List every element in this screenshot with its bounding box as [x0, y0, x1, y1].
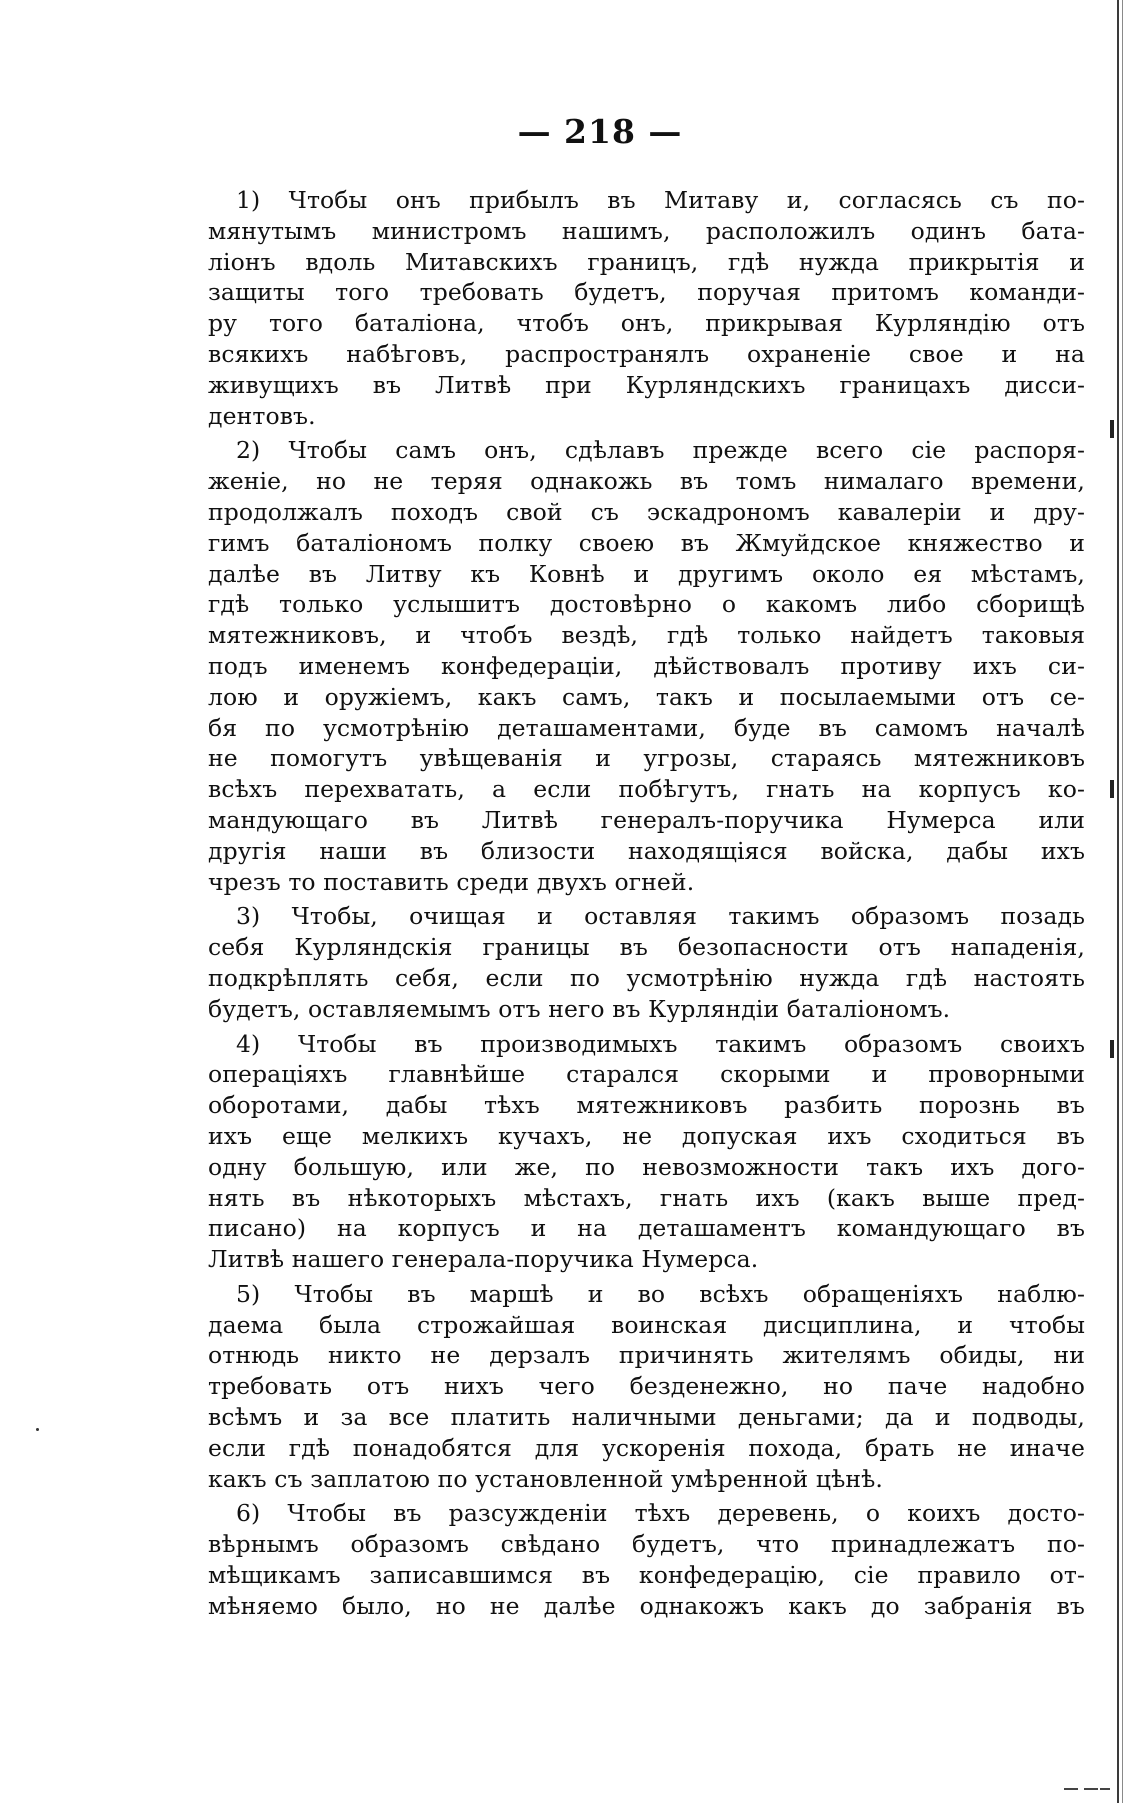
paragraph [208, 185, 1085, 431]
text-line: гимъ баталіономъ полку своею въ Жмуйдское княжество и [208, 528, 1085, 557]
text-line: себя Курляндскія границы въ безопасности отъ нападенія, [208, 933, 1085, 962]
edge-mark [1110, 780, 1114, 798]
text-line: другія наши въ близости находящіяся войска, дабы ихъ [208, 836, 1085, 865]
edge-mark [1110, 420, 1114, 438]
text-line: 1) Чтобы онъ прибылъ въ Митаву и, согласясь съ по- [236, 186, 1085, 214]
text-line: какъ съ заплатою по установленной умѣренной цѣнѣ. [208, 1464, 883, 1493]
text-line: дентовъ. [208, 401, 316, 430]
text-line: мянутымъ министромъ нашимъ, расположилъ одинъ бата- [208, 216, 1085, 245]
text-line: нять въ нѣкоторыхъ мѣстахъ, гнать ихъ (какъ выше пред- [208, 1183, 1085, 1212]
text-line: Литвѣ нашего генерала-поручика Нумерса. [208, 1245, 759, 1274]
bottom-dash [1100, 1788, 1110, 1790]
text-line: отнюдь никто не дерзалъ причинять жителямъ обиды, ни [208, 1341, 1085, 1370]
text-line: лою и оружіемъ, какъ самъ, такъ и посылаемыми отъ се- [208, 682, 1085, 711]
text-line: оборотами, дабы тѣхъ мятежниковъ разбить порознь въ [208, 1091, 1085, 1120]
text-line: если гдѣ понадобятся для ускоренія похода, брать не иначе [208, 1433, 1085, 1462]
paragraph [208, 435, 1085, 897]
text-line: всѣмъ и за все платить наличными деньгами; да и подводы, [208, 1403, 1085, 1432]
text-line: 4) Чтобы въ производимыхъ такимъ образомъ своихъ [236, 1029, 1085, 1058]
scan-speck [36, 1428, 39, 1431]
text-line: 3) Чтобы, очищая и оставляя такимъ образомъ позадь [236, 902, 1085, 931]
text-line: ру того баталіона, чтобъ онъ, прикрывая Курляндію отъ [208, 309, 1085, 338]
page-number: — 218 — [517, 112, 683, 151]
text-line: даема была строжайшая воинская дисциплина, и чтобы [208, 1310, 1085, 1339]
text-line: требовать отъ нихъ чего безденежно, но паче надобно [208, 1372, 1085, 1401]
text-line: операціяхъ главнѣйше старался скорыми и проворными [208, 1060, 1085, 1089]
paragraph [208, 1498, 1085, 1621]
text-line: одну большую, или же, по невозможности такъ ихъ дого- [208, 1152, 1085, 1181]
text-line: мѣщикамъ записавшимся въ конфедерацію, сіе правило от- [208, 1561, 1085, 1590]
page-edge-rule [1117, 0, 1119, 1803]
text-line: ихъ еще мелкихъ кучахъ, не допуская ихъ сходиться въ [208, 1121, 1085, 1150]
text-line: мятежниковъ, и чтобъ вездѣ, гдѣ только найдетъ таковыя [208, 621, 1085, 650]
text-line: вѣрнымъ образомъ свѣдано будетъ, что принадлежатъ по- [208, 1530, 1085, 1559]
text-line: продолжалъ походъ свой съ эскадрономъ кавалеріи и дру- [208, 497, 1085, 526]
text-line: бя по усмотрѣнію деташаментами, буде въ самомъ началѣ [208, 713, 1085, 742]
body-text [208, 185, 1085, 1624]
text-line: далѣе въ Литву къ Ковнѣ и другимъ около ея мѣстамъ, [208, 559, 1085, 588]
text-line: всѣхъ перехватать, а если побѣгутъ, гнать на корпусъ ко- [208, 775, 1085, 804]
text-line: 6) Чтобы въ разсужденіи тѣхъ деревень, о коихъ досто- [236, 1499, 1085, 1528]
text-line: гдѣ только услышитъ достовѣрно о какомъ либо сборищѣ [208, 590, 1085, 619]
text-line: 5) Чтобы въ маршѣ и во всѣхъ обращеніяхъ наблю- [236, 1279, 1085, 1308]
text-line: всякихъ набѣговъ, распространялъ охраненіе свое и на [208, 339, 1085, 368]
text-line: будетъ, оставляемымъ отъ него въ Курляндіи баталіономъ. [208, 994, 951, 1023]
text-line: мѣняемо было, но не далѣе однакожъ какъ до забранія въ [208, 1591, 1085, 1620]
text-line: писано) на корпусъ и на деташаментъ командующаго въ [208, 1214, 1085, 1243]
text-line: мандующаго въ Литвѣ генералъ-поручика Нумерса или [208, 805, 1085, 834]
text-line: 2) Чтобы самъ онъ, сдѣлавъ прежде всего сіе распоря- [236, 436, 1085, 465]
bottom-dash [1064, 1788, 1078, 1790]
text-line: защиты того требовать будетъ, поручая притомъ команди- [208, 278, 1085, 307]
text-line: подкрѣплять себя, если по усмотрѣнію нужда гдѣ настоять [208, 963, 1085, 992]
paragraph [208, 1029, 1085, 1275]
text-line: не помогутъ увѣщеванія и угрозы, стараясь мятежниковъ [208, 744, 1085, 773]
bottom-dash [1084, 1788, 1098, 1790]
text-line: подъ именемъ конфедераціи, дѣйствовалъ противу ихъ си- [208, 651, 1085, 680]
paragraph [208, 1279, 1085, 1495]
text-line: женіе, но не теряя однакожь въ томъ нималаго времени, [208, 467, 1085, 496]
text-line: живущихъ въ Литвѣ при Курляндскихъ границахъ дисси- [208, 370, 1085, 399]
text-line: чрезъ то поставить среди двухъ огней. [208, 867, 695, 896]
paragraph [208, 901, 1085, 1024]
page-edge-rule-secondary [1122, 0, 1123, 1803]
edge-mark [1110, 1040, 1114, 1058]
text-line: ліонъ вдоль Митавскихъ границъ, гдѣ нужда прикрытія и [208, 247, 1085, 276]
